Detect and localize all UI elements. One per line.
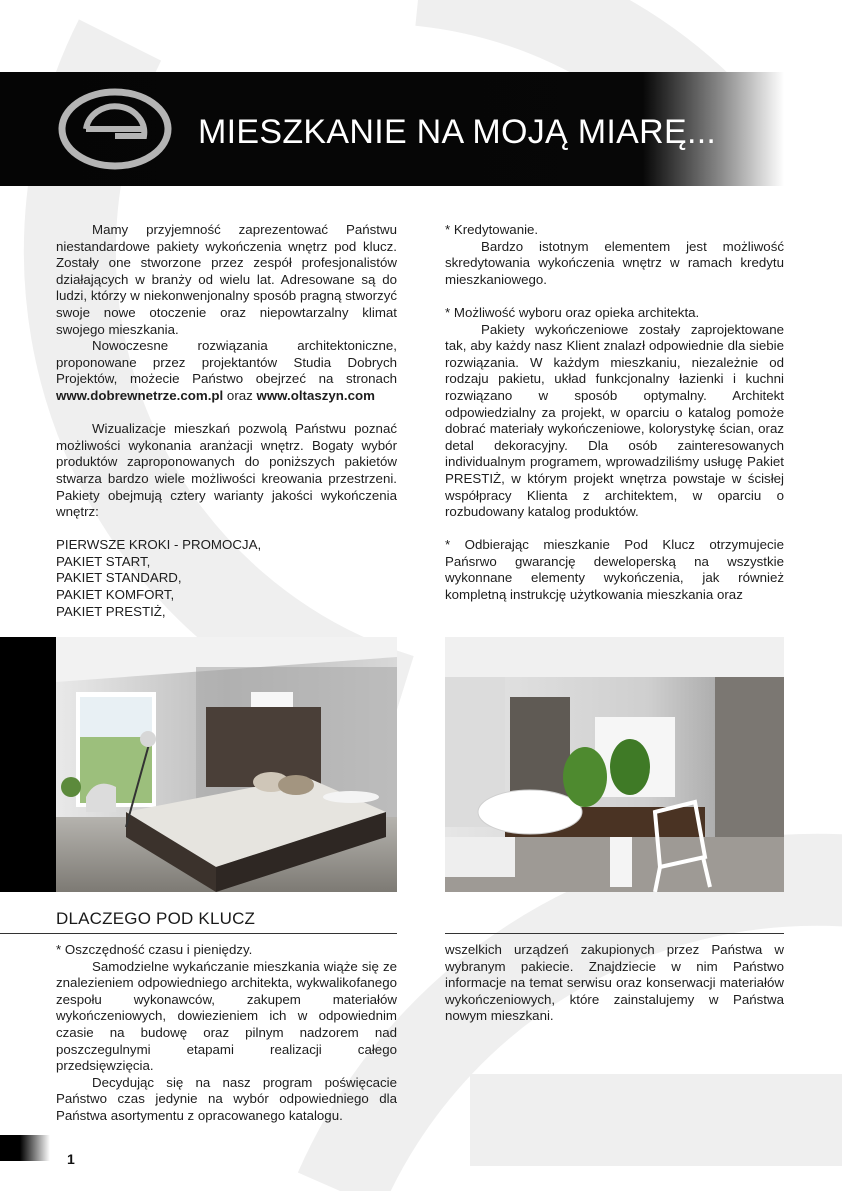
package-item: PAKIET KOMFORT,	[56, 587, 175, 603]
page-number: 1	[67, 1151, 75, 1167]
package-item: PAKIET START,	[56, 553, 151, 569]
bathroom-visualization-image	[445, 637, 784, 892]
section-title: DLACZEGO POD KLUCZ	[56, 909, 256, 928]
why-column-left	[56, 942, 397, 1125]
intro-paragraph: Mamy przyjemność zaprezentować Państwu niestandardowe pakiety wykończenia wnętrz pod klucz. Zostały one stworzone przez zespół profesjonalistów działających w branży od wielu lat. Adresowane są do ludzi, którzy w niekonwenjonalny sposób pragną stworzyć swoje nowe otoczenie oraz niepowtarzalny klimat swojego mieszkania.	[56, 222, 397, 337]
page-title: MIESZKANIE NA MOJĄ MIARĘ...	[198, 113, 717, 151]
warranty-paragraph: * Odbierając mieszkanie Pod Klucz otrzymujecie Pańsrwo gwarancję deweloperską na wszystkie wykonnane elementy wykończenia, jak również kompletną instrukcję użytkowania mieszkania oraz	[445, 537, 784, 603]
benefits-column	[445, 222, 784, 604]
decision-paragraph: Decydując się na nasz program poświęcacie Państwo czas jedynie na wybór odpowiedniego dla Państwa asortymentu z opracowanego katalogu.	[56, 1074, 397, 1123]
link-connector: oraz	[226, 387, 253, 403]
service-paragraph: wszelkich urządzeń zakupionych przez Państwa w wybranym pakiecie. Znajdziecie w nim Państwo informacje na temat serwisu oraz konserwacji materiałów wykończeniowych, które zainstalujemy w Państwa nowym mieszkani.	[445, 942, 784, 1024]
company-logo-icon	[56, 86, 176, 172]
architect-heading: * Możliwość wyboru oraz opieka architekta.	[445, 304, 700, 320]
savings-heading: * Oszczędność czasu i pieniędzy.	[56, 942, 253, 957]
studio-text: Nowoczesne rozwiązania architektoniczne, proponowane przez projektantów Studia Dobrych Projektów, możecie Państwo obejrzeć na stronach	[56, 338, 397, 387]
savings-paragraph: Samodzielne wykańczanie mieszkania wiąże się ze znalezieniem odpowiedniego architekta, wykwalikofanego zespołu wykonawców, zakupem materiałów wykończeniowych, dowiezieniem ich w odpowiednim czasie na budowę oraz pilnym nadzorem nad poszczegulnymi etapami realizacji całego przedsięwzięcia.	[56, 958, 397, 1074]
visualization-paragraph: Wizualizacje mieszkań pozwolą Państwu poznać możliwości wykonania aranżacji wnętrz. Bogaty wybór produktów zaproponowanych do poniższych pakietów stwarza bardzo wiele możliwości kreowania przestrzeni. Pakiety obejmują cztery warianty jakości wykończenia wnętrz:	[56, 421, 397, 520]
link-oltaszyn[interactable]: www.oltaszyn.com	[256, 387, 375, 403]
bedroom-visualization-image	[56, 637, 397, 892]
section-rule-left	[0, 933, 397, 934]
package-item: PAKIET STANDARD,	[56, 570, 182, 586]
credit-paragraph: Bardzo istotnym elementem jest możliwość skredytowania wykończenia wnętrz w ramach kredytu mieszkaniowego.	[445, 238, 784, 287]
studio-paragraph	[56, 338, 397, 404]
footer-gradient-bar	[0, 1135, 50, 1161]
package-item: PIERWSZE KROKI - PROMOCJA,	[56, 537, 262, 553]
package-list	[56, 537, 397, 620]
decorative-black-bar	[0, 637, 56, 892]
section-rule-right	[445, 933, 784, 934]
package-item: PAKIET PRESTIŻ,	[56, 603, 166, 619]
intro-column	[56, 222, 397, 620]
link-dobrewnetrze[interactable]: www.dobrewnetrze.com.pl	[56, 387, 224, 403]
architect-paragraph: Pakiety wykończeniowe zostały zaprojektowane tak, aby każdy nasz Klient znalazł odpowiednie dla siebie rozwiązania. W każdym mieszkaniu, niezależnie od rodzaju pakietu, układ funkcjonalny łazienki i kuchni rozwiązano w sposób optymalny. Architekt odpowiedzialny za projekt, w oparciu o katalog pomoże dobrać materiały wykończeniowe, kolorystykę ścian, oraz detal dekoracyjny. Dla osób zainteresowanych individualnym programem, wprowadziliśmy usługę Pakiet PRESTIŻ, w którym projekt wnętrza powstaje w ścisłej współpracy Klienta z architektem, w oparciu o rozbudowany katalog produktów.	[445, 321, 784, 520]
why-column-right	[445, 942, 784, 1025]
credit-heading: * Kredytowanie.	[445, 222, 539, 237]
